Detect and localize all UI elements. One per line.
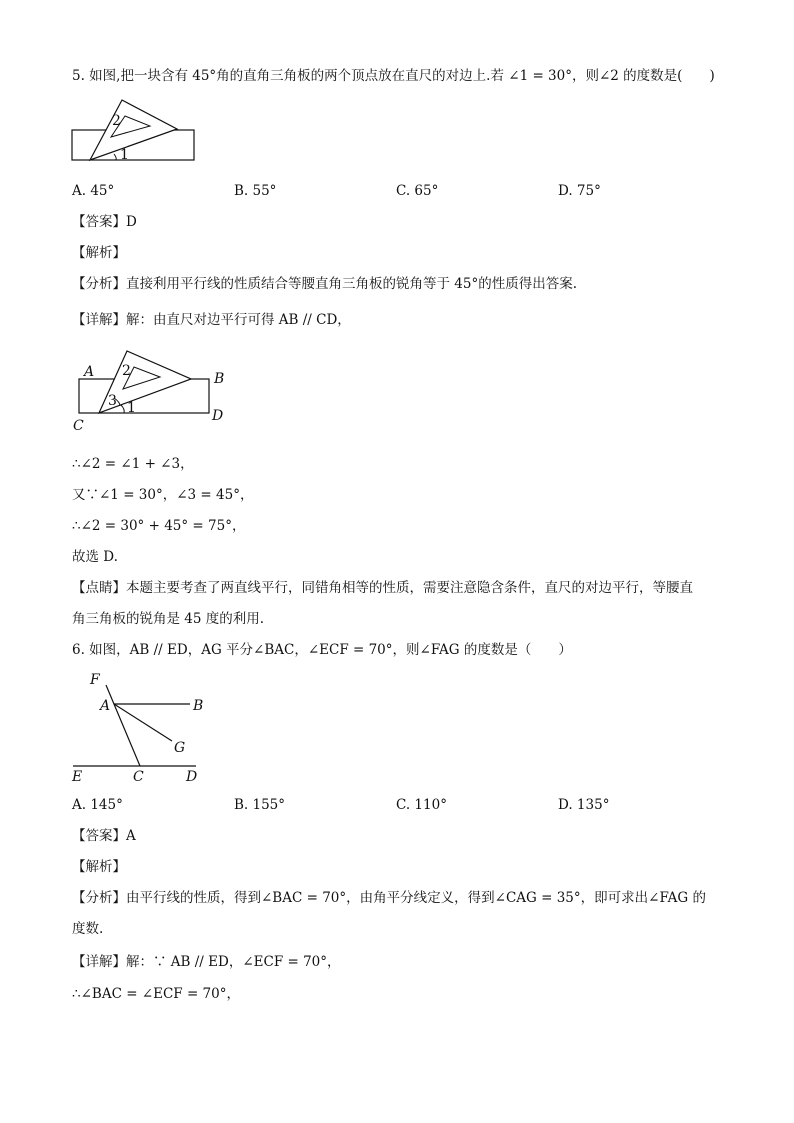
q5-option-a[interactable]: A. 45° xyxy=(72,183,115,199)
q6-option-b[interactable]: B. 155° xyxy=(234,797,286,813)
analysis-text: 直接利用平行线的性质结合等腰直角三角板的锐角等于 45°的性质得出答案. xyxy=(126,276,578,292)
label-A: A xyxy=(100,698,111,714)
detail-text: 解：∵ AB // ED，∠ECF = 70°， xyxy=(126,954,341,970)
q5-analysis-line xyxy=(72,275,577,293)
label-G: G xyxy=(174,740,186,756)
angle2-label: 2 xyxy=(112,113,121,129)
q6-analysis-line-1 xyxy=(72,889,706,907)
q5-step-3: ∴∠2 = 30° + 45° = 75°， xyxy=(72,518,246,534)
q5-option-d[interactable]: D. 75° xyxy=(558,183,601,199)
q5-detail-line xyxy=(72,311,351,329)
q6-analysis-line-2: 度数. xyxy=(72,921,104,937)
label-angle3: 3 xyxy=(108,393,117,409)
label-angle2: 2 xyxy=(122,363,131,379)
q5-comment-line-2: 角三角板的锐角是 45 度的利用. xyxy=(72,611,265,627)
q5-option-b[interactable]: B. 55° xyxy=(234,183,277,199)
label-E: E xyxy=(72,769,83,785)
line-FC xyxy=(106,685,140,766)
comment-tag: 【点睛】 xyxy=(72,580,126,596)
answer-tag: 【答案】 xyxy=(72,214,126,230)
detail-tag: 【详解】 xyxy=(72,312,126,328)
q6-step-1: ∴∠BAC = ∠ECF = 70°， xyxy=(72,986,240,1002)
angle1-arc xyxy=(114,154,116,160)
q5-figure-2 xyxy=(70,346,240,436)
q6-jiexi: 【解析】 xyxy=(72,859,126,875)
analysis-tag: 【分析】 xyxy=(72,276,126,292)
q6-stem: 6. 如图，AB // ED，AG 平分∠BAC，∠ECF = 70°，则∠FAG 的度数是（ ） xyxy=(72,642,572,658)
q5-step-2: 又∵∠1 = 30°，∠3 = 45°， xyxy=(72,487,254,503)
label-C: C xyxy=(133,769,144,785)
q5-answer-line xyxy=(72,213,137,231)
q5-figure xyxy=(70,96,200,164)
label-A: A xyxy=(84,364,95,380)
q5-option-c[interactable]: C. 65° xyxy=(396,183,439,199)
label-D: D xyxy=(186,769,198,785)
line-AG xyxy=(114,704,172,741)
q6-figure xyxy=(68,668,218,786)
label-angle1: 1 xyxy=(127,400,136,416)
detail-tag: 【详解】 xyxy=(72,954,126,970)
q6-option-c[interactable]: C. 110° xyxy=(396,797,447,813)
answer-tag: 【答案】 xyxy=(72,828,126,844)
q6-option-d[interactable]: D. 135° xyxy=(558,797,610,813)
q6-option-a[interactable]: A. 145° xyxy=(72,797,123,813)
analysis-tag: 【分析】 xyxy=(72,890,126,906)
label-B: B xyxy=(214,371,225,387)
label-C: C xyxy=(73,418,84,434)
label-B: B xyxy=(193,698,204,714)
q6-detail-line xyxy=(72,953,341,971)
q5-jiexi: 【解析】 xyxy=(72,245,126,261)
comment-text-1: 本题主要考查了两直线平行，同错角相等的性质，需要注意隐含条件，直尺的对边平行，等腰直 xyxy=(126,580,693,596)
label-F: F xyxy=(90,672,100,688)
angle1-arc-2 xyxy=(121,405,124,413)
q5-comment-line-1 xyxy=(72,579,693,597)
q5-stem: 5. 如图,把一块含有 45°角的直角三角板的两个顶点放在直尺的对边上.若 ∠1 = 30°，则∠2 的度数是( ) xyxy=(72,68,715,84)
angle1-label: 1 xyxy=(120,147,129,163)
answer-value: D xyxy=(126,214,137,230)
label-D: D xyxy=(212,408,224,424)
q6-answer-line xyxy=(72,827,136,845)
answer-value: A xyxy=(126,828,136,844)
q5-step-1: ∴∠2 = ∠1 + ∠3， xyxy=(72,456,194,472)
analysis-text-1: 由平行线的性质，得到∠BAC = 70°，由角平分线定义，得到∠CAG = 35°，即可求出∠FAG 的 xyxy=(126,890,706,906)
detail-text: 解：由直尺对边平行可得 AB // CD， xyxy=(126,312,351,328)
q5-step-4: 故选 D. xyxy=(72,549,118,565)
